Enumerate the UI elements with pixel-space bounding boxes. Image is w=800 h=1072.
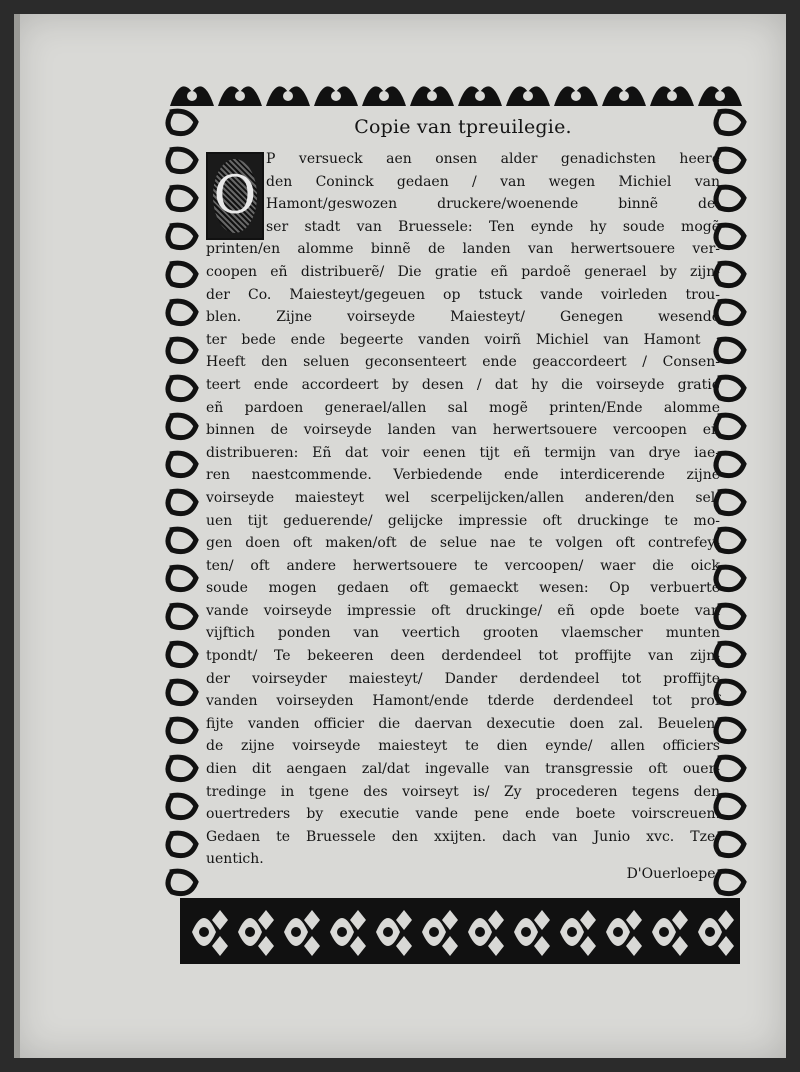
right-scroll-ornament: [716, 149, 744, 172]
right-scroll-ornament: [716, 377, 744, 400]
left-scroll-ornament: [168, 529, 196, 552]
top-ornament-eye: [379, 91, 389, 101]
bottom-ornament-dot: [429, 927, 439, 937]
bottom-ornament-dot: [613, 927, 623, 937]
right-scroll-ornament: [716, 491, 744, 514]
right-scroll-ornament: [716, 453, 744, 476]
bottom-ornament-dot: [521, 927, 531, 937]
left-scroll-ornament: [168, 263, 196, 286]
text-line: printen/en alomme binnẽ de landen van herwertsouere ver-: [206, 241, 720, 258]
text-line: soude mogen gedaen oft gemaeckt wesen: Op verbuerte: [206, 580, 720, 597]
text-line: ouertreders by executie vande pene ende boete voirscreuen.: [206, 806, 720, 823]
top-ornament-eye: [619, 91, 629, 101]
top-ornament-eye: [523, 91, 533, 101]
right-scroll-ornament: [716, 263, 744, 286]
top-ornament-eye: [331, 91, 341, 101]
top-ornament-eye: [571, 91, 581, 101]
text-line: vijftich ponden van veertich grooten vlaemscher munten: [206, 625, 720, 642]
left-scroll-ornament: [168, 871, 196, 894]
left-scroll-ornament: [168, 605, 196, 628]
left-scroll-ornament: [168, 681, 196, 704]
text-line: Hamont/geswozen druckere/woenende binnẽ de-: [266, 196, 720, 213]
left-scroll-ornament: [168, 339, 196, 362]
left-scroll-ornament: [168, 833, 196, 856]
bottom-ornament-dot: [659, 927, 669, 937]
document-body: [206, 148, 720, 871]
text-line: tpondt/ Te bekeeren deen derdendeel tot proffijte van zijn-: [206, 648, 720, 665]
left-scroll-ornament: [168, 719, 196, 742]
text-line: fijte vanden officier die daervan dexecutie doen zal. Beuelen-: [206, 715, 720, 732]
right-scroll-ornament: [716, 187, 744, 210]
text-line: vande voirseyde impressie oft druckinge/ eñ opde boete van: [206, 602, 720, 619]
right-scroll-ornament: [716, 111, 744, 134]
text-line: den Coninck gedaen / van wegen Michiel van: [266, 173, 720, 190]
text-line: teert ende accordeert by desen / dat hy die voirseyde gratie: [206, 376, 720, 393]
bottom-ornament-dot: [291, 927, 301, 937]
text-line: uentich.: [206, 851, 264, 868]
right-scroll-ornament: [716, 719, 744, 742]
text-line: gen doen oft maken/oft de selue nae te volgen oft contrefey-: [206, 535, 720, 552]
bottom-ornament-dot: [245, 927, 255, 937]
left-scroll-ornament: [168, 453, 196, 476]
top-ornament-eye: [427, 91, 437, 101]
right-scroll-ornament: [716, 681, 744, 704]
right-scroll-ornament: [716, 871, 744, 894]
top-ornament-eye: [235, 91, 245, 101]
right-scroll-ornament: [716, 833, 744, 856]
bottom-ornament-dot: [475, 927, 485, 937]
text-line: distribueren: Eñ dat voir eenen tijt eñ termijn van drye iae-: [206, 444, 720, 461]
right-scroll-ornament: [716, 643, 744, 666]
text-line: blen. Zijne voirseyde Maiesteyt/ Genegen wesende: [206, 309, 720, 326]
top-ornament-eye: [667, 91, 677, 101]
text-line: eñ pardoen generael/allen sal mogẽ printen/Ende alomme: [206, 399, 720, 416]
left-scroll-ornament: [168, 225, 196, 248]
top-ornament-eye: [475, 91, 485, 101]
text-line: ren naestcommende. Verbiedende ende interdicerende zijne: [206, 467, 720, 484]
bottom-ornament-dot: [337, 927, 347, 937]
right-scroll-ornament: [716, 567, 744, 590]
bottom-ornament-dot: [199, 927, 209, 937]
bottom-ornament-dot: [567, 927, 577, 937]
right-scroll-ornament: [716, 415, 744, 438]
text-line: uen tijt geduerende/ gelijcke impressie oft druckinge te mo-: [206, 512, 720, 529]
text-line: ser stadt van Bruessele: Ten eynde hy soude mogẽ: [266, 218, 720, 235]
top-ornament-eye: [283, 91, 293, 101]
printer-signature: D'Ouerloepe.: [626, 866, 720, 882]
right-scroll-ornament: [716, 301, 744, 324]
text-line: P versueck aen onsen alder genadichsten heere: [266, 151, 720, 167]
drop-cap: [206, 152, 264, 240]
left-scroll-ornament: [168, 491, 196, 514]
drop-cap-letter: O: [213, 159, 257, 233]
left-scroll-ornament: [168, 111, 196, 134]
text-line: binnen de voirseyde landen van herwertsouere vercoopen eñ: [206, 422, 720, 439]
text-line: voirseyde maiesteyt wel scerpelijcken/allen anderen/den sel-: [206, 489, 720, 506]
text-line: ter bede ende begeerte vanden voirñ Michiel van Hamont :: [206, 331, 720, 348]
bottom-ornament-dot: [705, 927, 715, 937]
right-scroll-ornament: [716, 605, 744, 628]
left-scroll-ornament: [168, 377, 196, 400]
text-line: der Co. Maiesteyt/gegeuen op tstuck vande voirleden trou-: [206, 286, 720, 303]
text-line: dien dit aengaen zal/dat ingevalle van transgressie oft ouer-: [206, 761, 720, 778]
text-line: ten/ oft andere herwertsouere te vercoopen/ waer die oick: [206, 557, 720, 574]
left-scroll-ornament: [168, 149, 196, 172]
right-scroll-ornament: [716, 757, 744, 780]
text-line: coopen eñ distribuerẽ/ Die gratie eñ pardoẽ generael by zijn-: [206, 263, 720, 280]
left-scroll-ornament: [168, 301, 196, 324]
text-line: Gedaen te Bruessele den xxijten. dach van Junio xvc. Tze-: [206, 828, 720, 845]
left-scroll-ornament: [168, 795, 196, 818]
top-ornament-eye: [715, 91, 725, 101]
top-ornament-eye: [187, 91, 197, 101]
right-scroll-ornament: [716, 225, 744, 248]
left-scroll-ornament: [168, 187, 196, 210]
left-scroll-ornament: [168, 415, 196, 438]
right-scroll-ornament: [716, 339, 744, 362]
text-line: vanden voirseyden Hamont/ende tderde derdendeel tot prof: [206, 693, 720, 710]
left-scroll-ornament: [168, 567, 196, 590]
text-line: tredinge in tgene des voirseyt is/ Zy procederen tegens den: [206, 783, 720, 800]
right-scroll-ornament: [716, 795, 744, 818]
text-line: der voirseyder maiesteyt/ Dander derdendeel tot proffijte: [206, 670, 720, 687]
text-line: de zijne voirseyde maiesteyt te dien eynde/ allen officiers: [206, 738, 720, 755]
bottom-ornament-dot: [383, 927, 393, 937]
text-line: Heeft den seluen geconsenteert ende geaccordeert / Consen-: [206, 354, 720, 371]
privilege-text-block: [206, 116, 720, 896]
left-scroll-ornament: [168, 643, 196, 666]
right-scroll-ornament: [716, 529, 744, 552]
left-scroll-ornament: [168, 757, 196, 780]
document-title: Copie van tpreuilegie.: [354, 116, 572, 138]
page-edge: [14, 14, 20, 1058]
